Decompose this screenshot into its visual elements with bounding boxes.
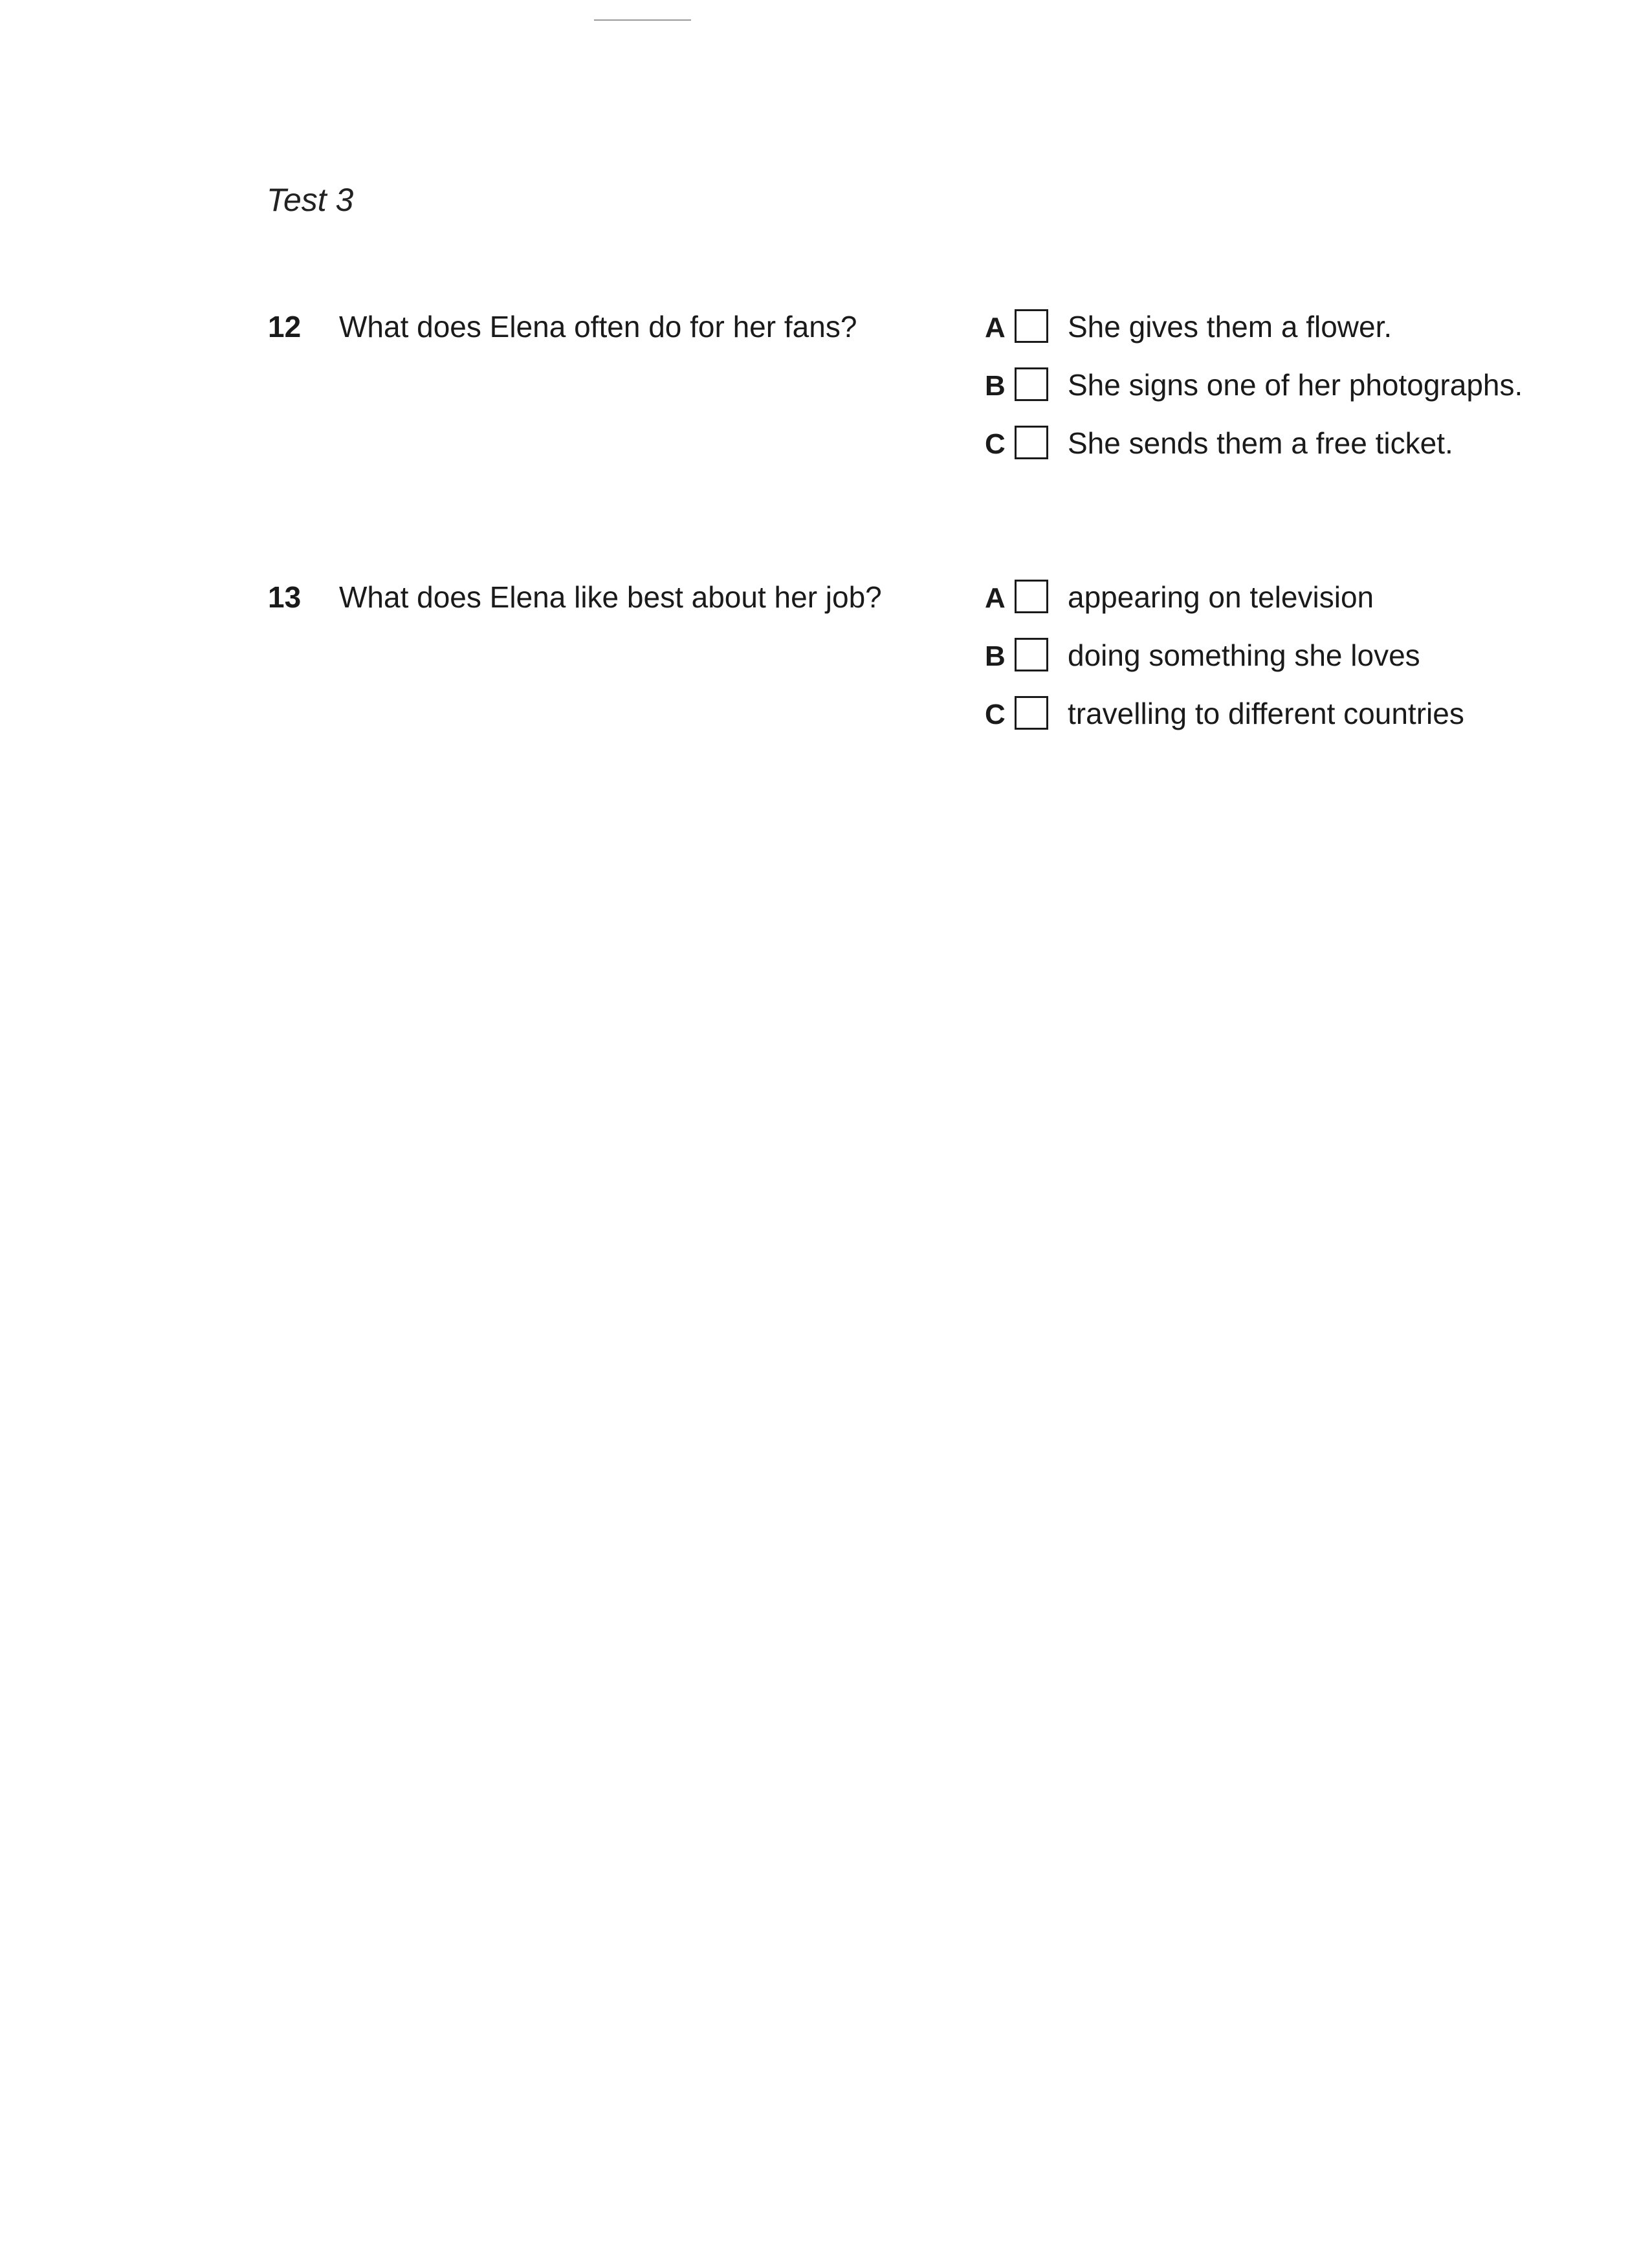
answer-checkbox[interactable]: [1015, 580, 1048, 613]
option-text: She signs one of her photographs.: [1068, 368, 1523, 402]
answer-checkbox[interactable]: [1015, 309, 1048, 343]
question-text: What does Elena like best about her job?: [339, 580, 882, 614]
answer-checkbox[interactable]: [1015, 426, 1048, 459]
answer-checkbox[interactable]: [1015, 638, 1048, 671]
question-number: 12: [268, 310, 302, 343]
option-letter: C: [985, 428, 1006, 460]
option-letter: B: [985, 640, 1006, 672]
question-text: What does Elena often do for her fans?: [339, 310, 857, 343]
page-header: Test 3: [267, 182, 354, 218]
option-letter: A: [985, 312, 1006, 343]
top-rule: [594, 19, 691, 21]
option-text: travelling to different countries: [1068, 697, 1464, 730]
option-text: She sends them a free ticket.: [1068, 426, 1453, 460]
option-text: She gives them a flower.: [1068, 310, 1392, 343]
option-letter: A: [985, 582, 1006, 614]
answer-checkbox[interactable]: [1015, 696, 1048, 730]
option-text: appearing on television: [1068, 580, 1374, 614]
option-letter: C: [985, 699, 1006, 730]
answer-checkbox[interactable]: [1015, 367, 1048, 401]
option-text: doing something she loves: [1068, 638, 1420, 672]
option-letter: B: [985, 370, 1006, 402]
question-number: 13: [268, 580, 302, 614]
